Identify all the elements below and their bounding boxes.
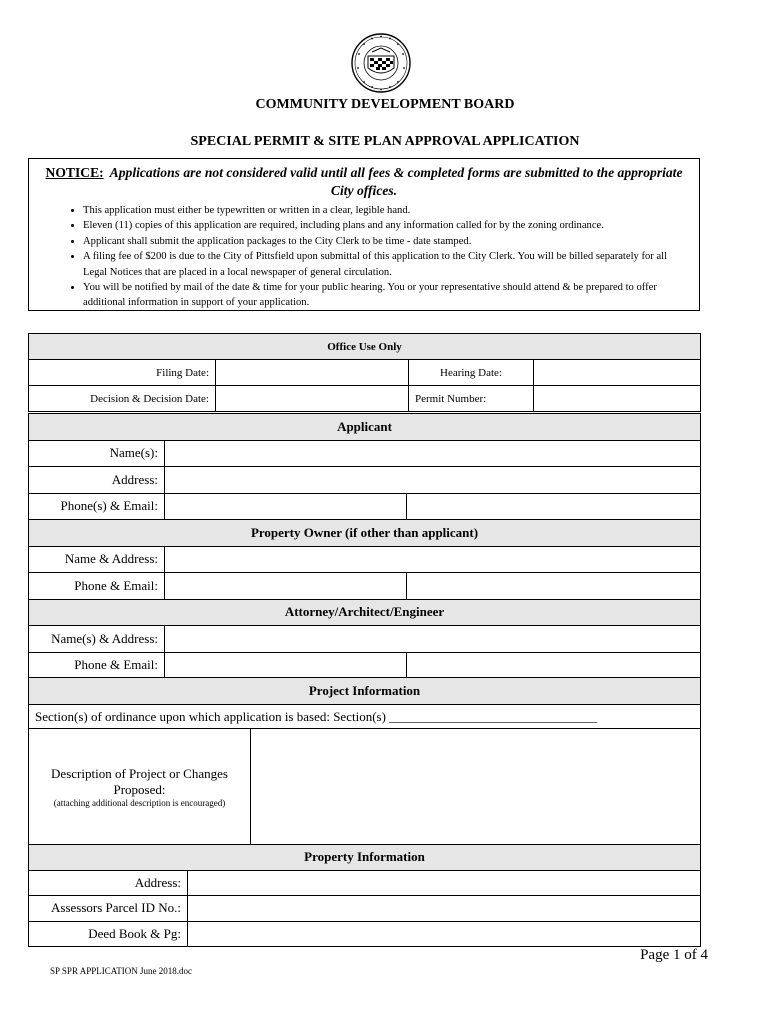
- attorney-phone-field[interactable]: [165, 652, 407, 679]
- project-heading: Project Information: [29, 678, 701, 705]
- notice-bullet: • You will be notified by mail of the date & time for your public hearing. You or your representative should attend & be prepared to offer additional information in support of your application.: [83, 280, 689, 311]
- notice-bullet: • A filing fee of $200 is due to the City of Pittsfield upon submittal of this application to the City Clerk. You will be billed separately for all Legal Notices that are placed in a local newspaper of general circulation.: [83, 249, 689, 280]
- applicant-heading: Applicant: [29, 414, 701, 441]
- ordinance-sections-line[interactable]: Section(s) of ordinance upon which application is based: Section(s) ________________________________: [29, 705, 701, 729]
- project-description-label-cell: [29, 729, 251, 846]
- project-description-label: Description of Project or Changes Proposed:: [51, 765, 228, 797]
- filing-date-label: Filing Date:: [29, 360, 216, 386]
- attorney-heading: Attorney/Architect/Engineer: [29, 599, 701, 626]
- parties-table: [28, 413, 701, 679]
- notice-bullet: • Eleven (11) copies of this application are required, including plans and any information called for by the zoning ordinance.: [83, 218, 689, 233]
- property-address-field[interactable]: [188, 870, 701, 896]
- owner-name-address-label: Name & Address:: [29, 546, 165, 573]
- attorney-email-field[interactable]: [407, 652, 701, 679]
- attorney-names-address-field[interactable]: [165, 626, 701, 653]
- owner-name-address-field[interactable]: [165, 546, 701, 573]
- property-heading: Property Information: [29, 845, 701, 871]
- owner-phone-email-label: Phone & Email:: [29, 573, 165, 600]
- deed-book-field[interactable]: [188, 921, 701, 947]
- page-number: Page 1 of 4: [640, 947, 708, 963]
- applicant-phone-email-label: Phone(s) & Email:: [29, 493, 165, 520]
- filing-date-field[interactable]: [216, 360, 409, 386]
- decision-date-label: Decision & Decision Date:: [29, 386, 216, 412]
- office-use-table: [28, 333, 701, 412]
- board-title: COMMUNITY DEVELOPMENT BOARD: [255, 97, 515, 112]
- document-filename: SP SPR APPLICATION June 2018.doc: [50, 966, 192, 976]
- project-description-note: (attaching additional description is encouraged): [53, 797, 226, 808]
- applicant-email-field[interactable]: [407, 493, 701, 520]
- applicant-phone-field[interactable]: [165, 493, 407, 520]
- owner-heading: Property Owner (if other than applicant): [29, 520, 701, 547]
- office-use-heading: Office Use Only: [29, 334, 701, 360]
- notice-bullet: • Applicant shall submit the application packages to the City Clerk to be time - date stamped.: [83, 234, 689, 249]
- project-description-field[interactable]: [251, 729, 701, 846]
- notice-heading: [39, 164, 689, 200]
- city-seal: [350, 32, 412, 94]
- notice-text: Applications are not considered valid until all fees & completed forms are submitted to the appropriate City offices.: [109, 165, 683, 198]
- form-title: SPECIAL PERMIT & SITE PLAN APPROVAL APPLICATION: [190, 134, 580, 149]
- applicant-names-field[interactable]: [165, 440, 701, 467]
- notice-label: NOTICE:: [45, 165, 104, 180]
- permit-number-label: Permit Number:: [409, 386, 534, 412]
- notice-list: [39, 203, 689, 311]
- owner-phone-field[interactable]: [165, 573, 407, 600]
- attorney-names-address-label: Name(s) & Address:: [29, 626, 165, 653]
- deed-book-label: Deed Book & Pg:: [29, 921, 188, 947]
- property-address-label: Address:: [29, 870, 188, 896]
- hearing-date-label: Hearing Date:: [409, 360, 534, 386]
- decision-date-field[interactable]: [216, 386, 409, 412]
- permit-number-field[interactable]: [534, 386, 701, 412]
- parcel-id-label: Assessors Parcel ID No.:: [29, 896, 188, 922]
- owner-email-field[interactable]: [407, 573, 701, 600]
- attorney-phone-email-label: Phone & Email:: [29, 652, 165, 679]
- notice-bullet: • This application must either be typewritten or written in a clear, legible hand.: [83, 203, 689, 218]
- applicant-address-label: Address:: [29, 467, 165, 494]
- city-seal-icon: [350, 32, 412, 94]
- parcel-id-field[interactable]: [188, 896, 701, 922]
- property-table: [28, 844, 701, 947]
- applicant-names-label: Name(s):: [29, 440, 165, 467]
- hearing-date-field[interactable]: [534, 360, 701, 386]
- project-table: [28, 677, 701, 846]
- applicant-address-field[interactable]: [165, 467, 701, 494]
- notice-box: [28, 158, 700, 311]
